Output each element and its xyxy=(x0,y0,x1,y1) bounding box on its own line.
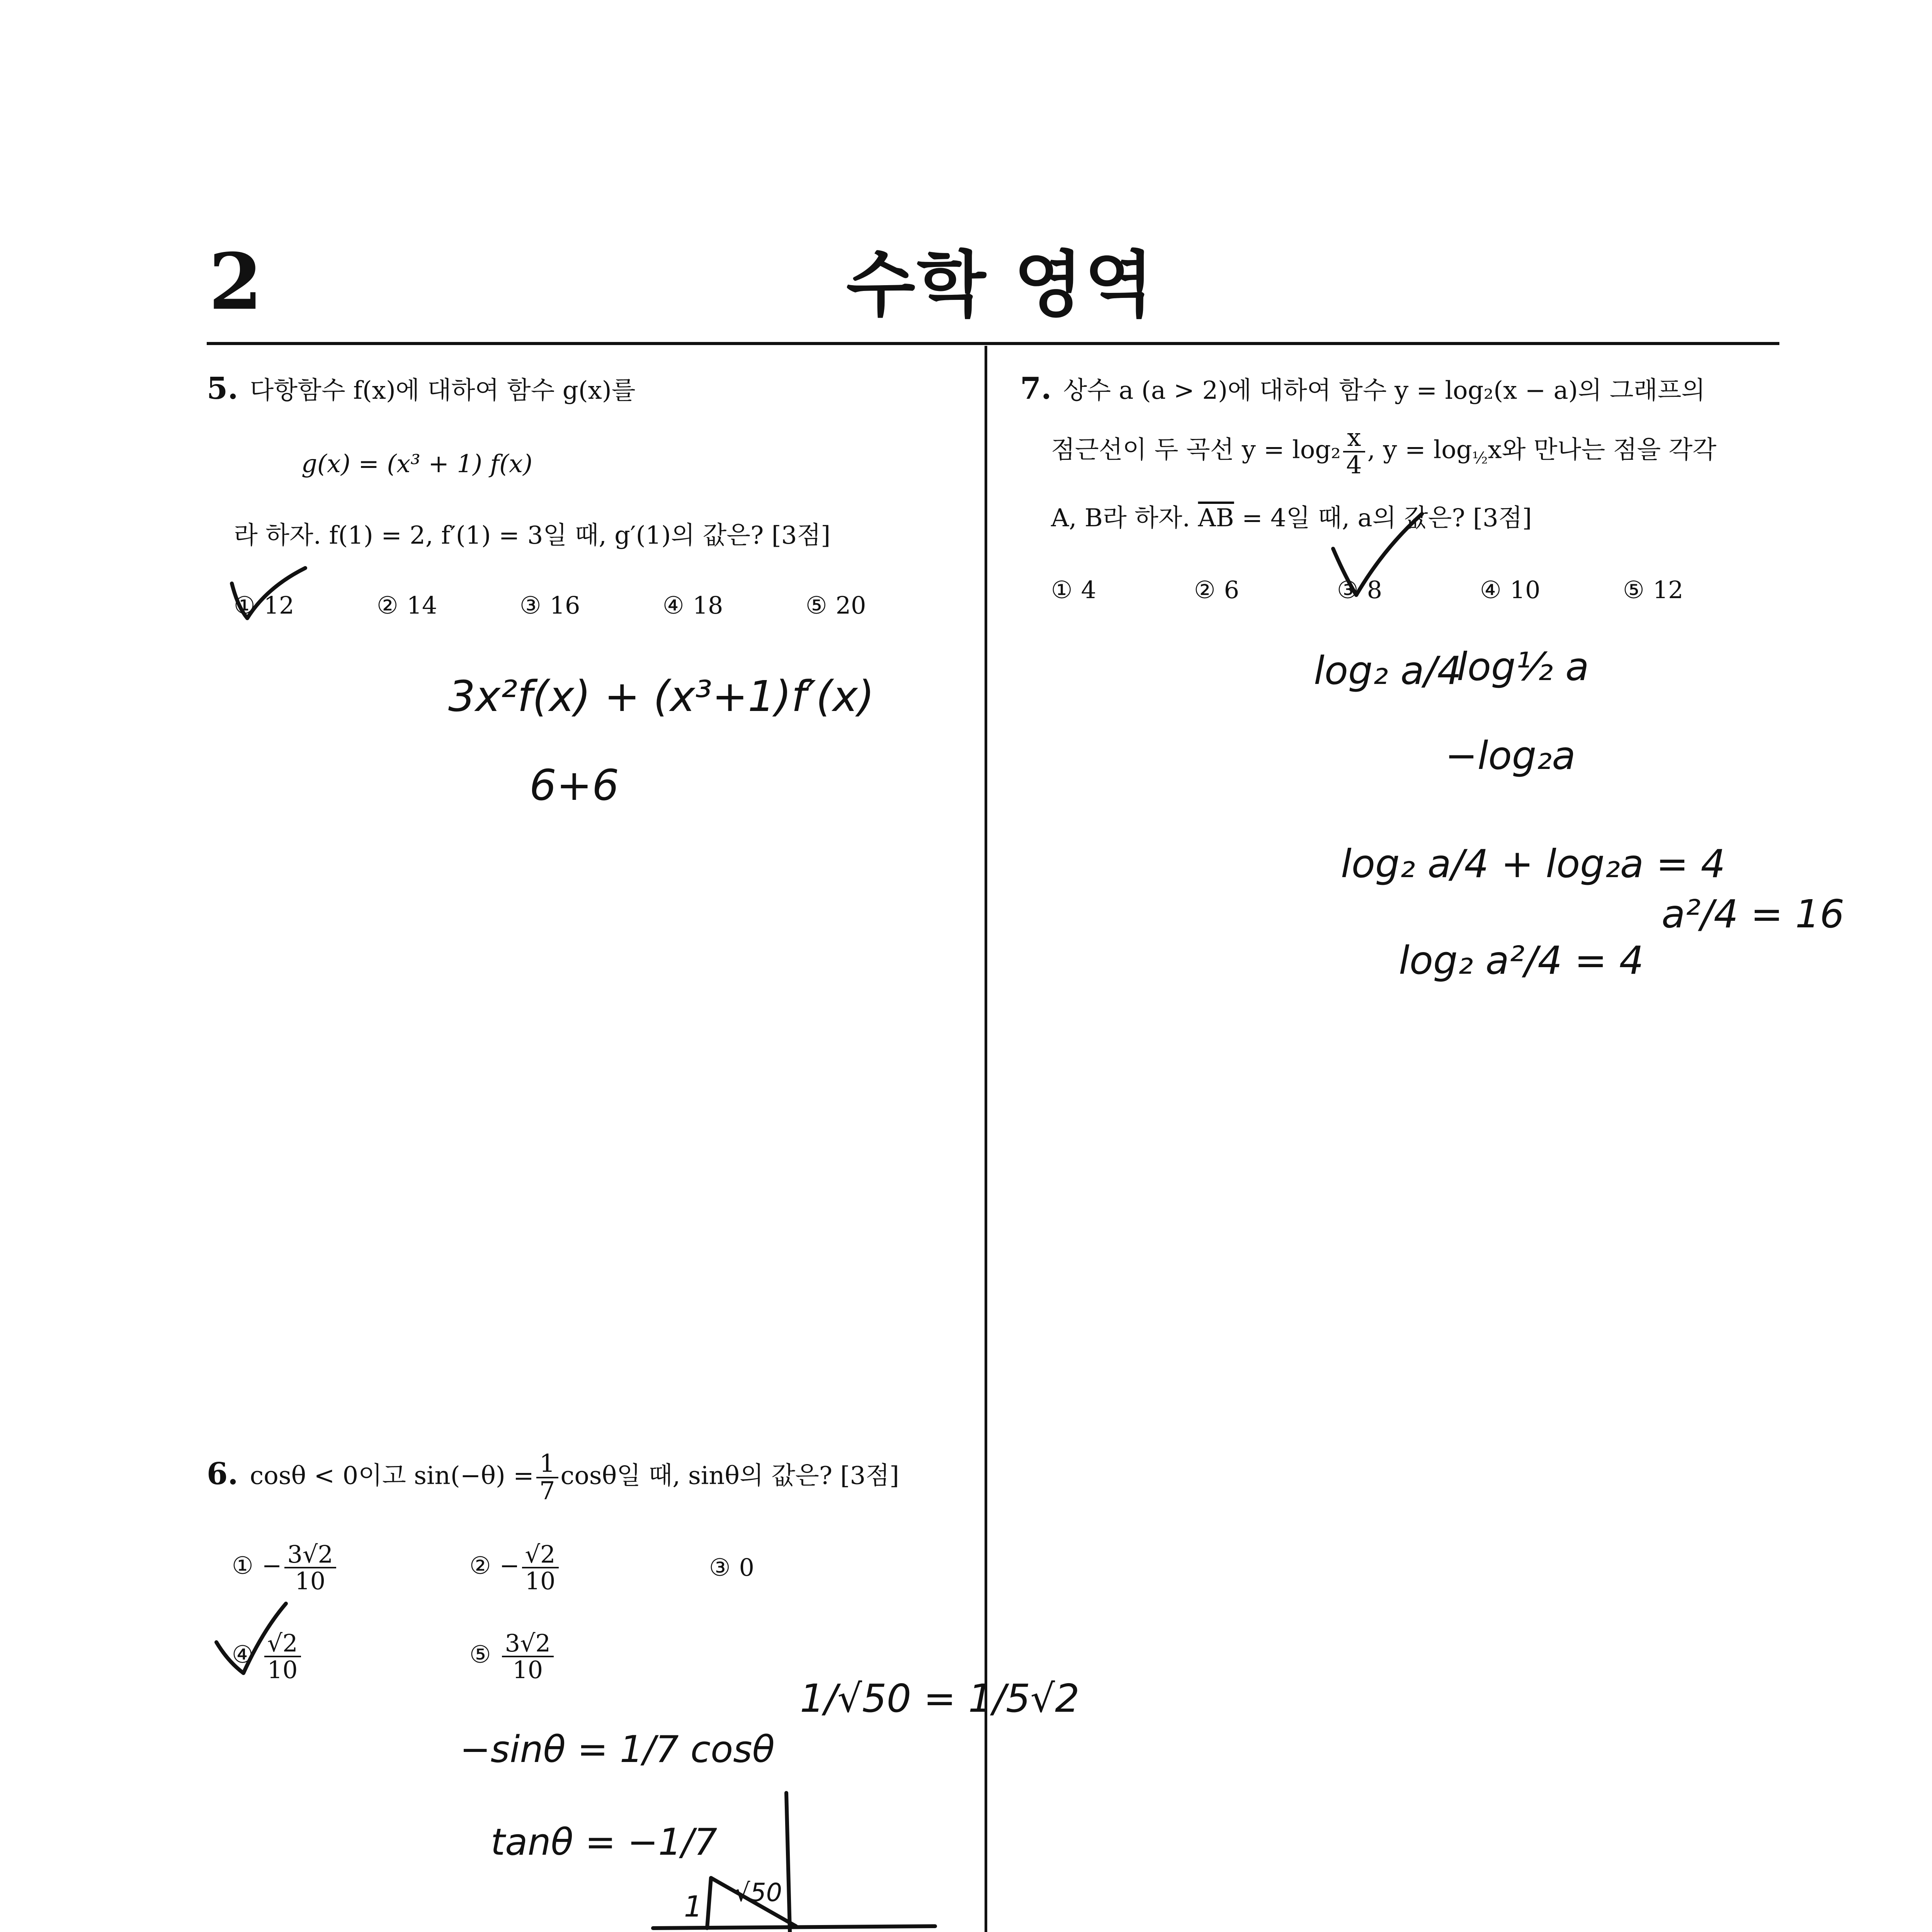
q5-formula: g(x) = (x³ + 1) f(x) xyxy=(301,450,533,478)
q7-choice-5[interactable]: ⑤ 12 xyxy=(1623,576,1684,604)
q6-sketch-y-axis xyxy=(786,1793,792,1932)
q6-work-ratio: 1/√50 = 1/5√2 xyxy=(800,1676,1080,1721)
subject-title: 수학 영역 xyxy=(846,243,1155,327)
q5-choice-4[interactable]: ④ 18 xyxy=(663,591,723,619)
q6-text-b: cosθ일 때, sinθ의 값은? [3점] xyxy=(560,1461,899,1490)
q7-text-1: 상수 a (a > 2)에 대하여 함수 y = log₂(x − a)의 그래프의 xyxy=(1063,376,1706,405)
q7-segment-ab: $\overline{AB}$ xyxy=(1198,504,1234,532)
q5-number: 5. xyxy=(207,371,238,406)
q7-number: 7. xyxy=(1020,371,1052,406)
q5-work-derivative: 3x²f(x) + (x³+1)f′(x) xyxy=(448,672,874,721)
q5-condition: 라 하자. f(1) = 2, f′(1) = 3일 때, g′(1)의 값은? [3점] xyxy=(234,521,831,550)
q7-choice-1[interactable]: ① 4 xyxy=(1051,576,1097,604)
q7-choice-2[interactable]: ② 6 xyxy=(1194,576,1240,604)
q5-choice-3[interactable]: ③ 16 xyxy=(520,591,580,619)
q7-work-sum: log₂ a/4 + log₂a = 4 xyxy=(1341,841,1726,886)
q6-choice-1[interactable]: ① − $\frac{3√2}{10}$ xyxy=(232,1542,338,1594)
q5-choice-5[interactable]: ⑤ 20 xyxy=(806,591,866,619)
q7-work-log-half-a: log½ a xyxy=(1457,644,1589,689)
q6-choice-3[interactable]: ③ 0 xyxy=(709,1553,755,1582)
page-number: 2 xyxy=(209,236,263,327)
q6-checkmark xyxy=(216,1604,286,1673)
q6-choice-4[interactable]: ④ $\frac{√2}{10}$ xyxy=(232,1631,303,1682)
q5-choice-2[interactable]: ② 14 xyxy=(377,591,437,619)
q7-line-3: A, B라 하자. $\overline{AB} = 4$일 때, a의 값은? [3점] xyxy=(1051,504,1532,532)
q7-choice-4[interactable]: ④ 10 xyxy=(1480,576,1541,604)
q7-choice-3[interactable]: ③ 8 xyxy=(1337,576,1383,604)
q6-work-tangent: tanθ = −1/7 xyxy=(491,1821,718,1864)
q7-work-neg-log: −log₂a xyxy=(1445,733,1576,778)
q7-work-combined: log₂ a²/4 = 4 xyxy=(1399,938,1644,983)
q7-fraction: $\frac{x}{4}$ xyxy=(1343,425,1365,478)
q5-intro: 다항함수 f(x)에 대하여 함수 g(x)를 xyxy=(250,376,636,405)
q6-work-relation: −sinθ = 1/7 cosθ xyxy=(460,1728,775,1771)
q6-text-a: cosθ < 0이고 sin(−θ) = xyxy=(250,1461,534,1490)
q7-line-2: 점근선이 두 곡선 y = log₂ $\frac{x}{4}$ , $y = \log_{\frac{1}{2}}x$와 만나는 점을 각각 xyxy=(1051,423,1717,480)
q7-work-result: a²/4 = 16 xyxy=(1662,891,1845,937)
q7-work-log-a4: log₂ a/4 xyxy=(1314,648,1462,693)
q6-sketch-label-side: 1 xyxy=(684,1889,702,1923)
q6-number: 6. xyxy=(207,1456,238,1492)
q6-fraction: $\frac{1}{7}$ xyxy=(536,1451,558,1504)
q7-checkmark xyxy=(1333,514,1422,595)
q5-choice-1[interactable]: ① 12 xyxy=(234,591,294,619)
q6-sketch-label-hyp: √50 xyxy=(734,1878,782,1907)
q5-work-sum: 6+6 xyxy=(529,760,619,810)
q5-checkmark xyxy=(232,568,305,618)
q6-choice-5[interactable]: ⑤ $\frac{3√2}{10}$ xyxy=(469,1631,556,1682)
q6-choice-2[interactable]: ② − $\frac{√2}{10}$ xyxy=(469,1542,561,1594)
